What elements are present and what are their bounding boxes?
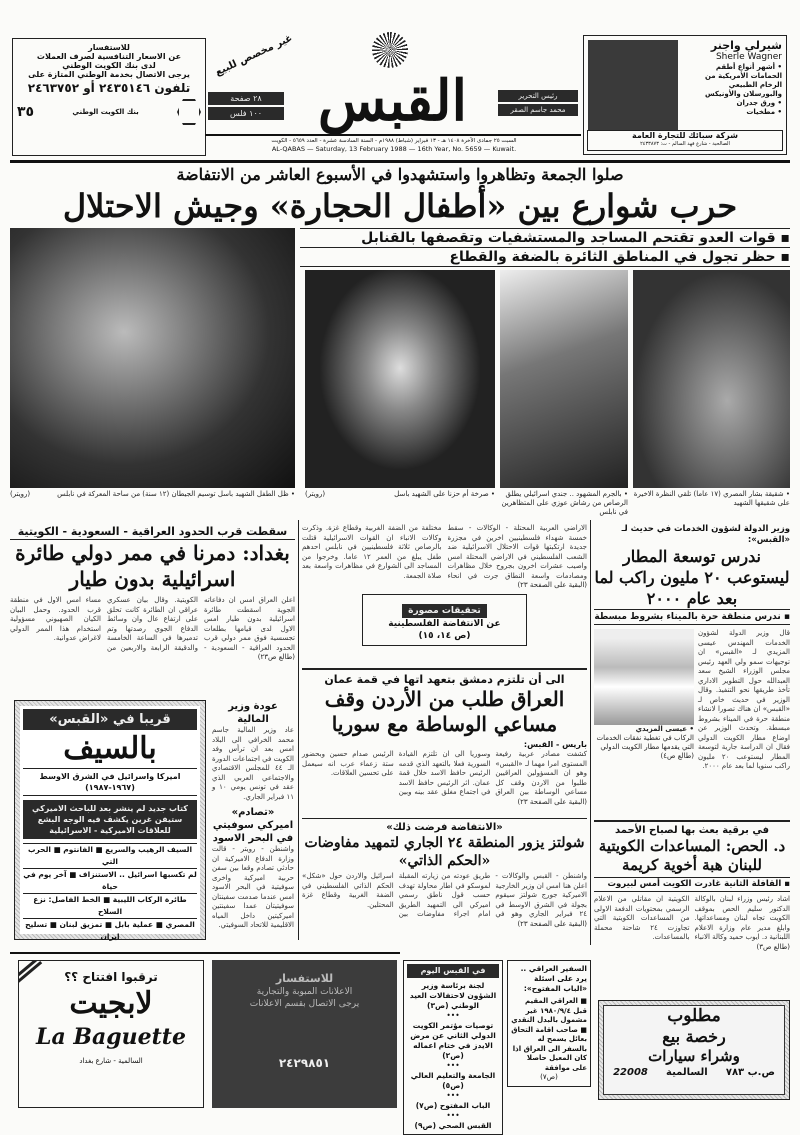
photo-caption: الركاب في تغطية نفقات الخدمات التي يقدمها مطار الكويت الدولي (596, 734, 694, 751)
bank-logo-icon (177, 99, 201, 125)
ad-photo (588, 40, 678, 130)
lead-subhead-2: ▪ حظر تجول في المناطق الثائرة بالضفة والقطاع (300, 247, 790, 266)
ad-text: الاعلانات المبوبة والتجارية (256, 987, 353, 997)
subhead-text: حظر تجول في المناطق الثائرة بالضفة والقطاع (449, 249, 776, 265)
story-headline: «تصادم» اميركي سوفيتي في البحر الاسود (212, 807, 294, 844)
story-headline: شولتز يزور المنطقة ٢٤ الجاري لتمهيد مفاوضات «الحكم الذاتي» (304, 835, 585, 869)
column-rule (590, 520, 591, 945)
ad-item: • مطخيات (746, 108, 782, 116)
editor-name: محمد جاسم الصقر (498, 104, 578, 116)
ad-la-baguette (18, 960, 204, 1108)
date-line-en: AL-QABAS — Saturday, 13 February 1988 — 16th Year, No. 5659 — Kuwait. (271, 145, 517, 153)
ad-address: السالمية - شارع بغداد (79, 1057, 143, 1065)
story-headline: عودة وزير المالية (228, 701, 278, 725)
ad-code: 22008 (613, 1067, 648, 1078)
separator: ••• (446, 1111, 460, 1120)
subhead-text: ندرس منطقة حرة بالميناء بشروط مبسطة (594, 612, 781, 622)
index-item[interactable]: توصيات مؤتمر الكويت الدولي الثاني عن مرض الايدز في ختام اعماله (ص٢) (410, 1021, 496, 1060)
story-subhead: ▪ القافلة الثانية غادرت الكويت أمس لبيروت (594, 877, 790, 892)
ad-text: عن الاسعار التنافسية لصرف العملات (36, 52, 182, 61)
photo-soldier-firing (500, 270, 628, 488)
story-headline: ندرس توسعة المطار ليستوعب ٢٠ مليون راكب لما بعد عام ٢٠٠٠ (594, 547, 790, 608)
continued-link[interactable]: (البقية على الصفحة ٢٣) (517, 797, 587, 806)
ad-phone: تلفون ٢٤٣٥١٤٦ أو ٢٤٦٣٧٥٢ (27, 81, 191, 95)
story-body: عاد وزير المالية جاسم محمد الخرافي الى البلاد امس بعد ان ترأس وفد الكويت في اجتماعات الدورة الـ ٤٤ للمجلس الاقتصادي والاجتماعي العربي الذي عقد في تونس يومي ١٠ و ١١ فبراير الجاري. (212, 726, 294, 801)
not-for-sale-stamp: غير مخصص للبيع (213, 32, 295, 79)
continued-link[interactable]: (البقية على الصفحة ٢٣) (517, 581, 587, 589)
lead-kicker: صلوا الجمعة وتظاهروا واستشهدوا في الأسبوع العاشر من الانتفاضة (176, 165, 624, 184)
story-body: الاراضي العربية المحتلة - الوكالات - سقط خمسة شهداء فلسطينيين اخرين في مجزرة جديدة ارتكبتها قوات الاحتلال الاسرائيلية ضد الشعب الفلسطيني في الاراضي المحتلة امس واصيب عشرات اخرون بجروح خلال مظاهرات ومصادمات واسعة النطاق جرت في انحاء مختلفة من الضفة الغربية وقطاع غزة. وذكرت وكالات الانباء ان القوات الاسرائيلية قتلت بالرصاص ثلاثة فلسطينيين في نابلس احدهم طفل يبلغ من العمر ١٢ عاما. وخرجوا من المساجد الى الشوارع في مظاهرات واسعة بعد صلاة الجمعة. (302, 524, 587, 580)
separator: ••• (446, 1091, 460, 1100)
story-body: واشنطن - القبس والوكالات - اعلن هنا امس ان وزير الخارجية الاميركية جورج شولتز سيقوم بجولة في الشرق الاوسط في ٢٤ فبراير الجاري وهو في طريق عودته من زيارته المقبلة لموسكو في اطار محاولة تهدف حسب قول ناطق رسمي اميركي الى التمهيد الطريق امام اجراء مفاوضات بين اسرائيل والاردن حول «شكل» الحكم الذاتي الفلسطيني في الضفة الغربية وقطاع غزة المحتلين. (302, 872, 587, 918)
lead-subhead-1: ▪ قوات العدو تقتحم المساجد والمستشفيات وتقصفها بالقنابل (361, 230, 790, 246)
dateline: باريس - القبس: (523, 740, 587, 749)
ad-car-licence (598, 1000, 790, 1100)
ad-pobox: ص.ب ٧٨٣ (725, 1067, 775, 1078)
continued-link[interactable]: (طالع ص٣) (756, 942, 790, 951)
story-kicker: وزير الدولة لشؤون الخدمات في حديث لـ «القبس»: (621, 524, 790, 545)
ad-area: السالمية (666, 1067, 708, 1078)
brand-en: La Baguette (36, 1024, 186, 1050)
ad-dark-classifieds (212, 960, 397, 1108)
ad-sherle-wagner (583, 35, 787, 155)
brand-ar: شيرلي واجنر (710, 39, 782, 52)
story-kicker: الى أن تلتزم دمشق بتعهد اتها في قمة عمان (324, 673, 565, 686)
continued-link[interactable]: (ص٧) (540, 1073, 558, 1081)
continued-link[interactable]: (البقية على الصفحة ٢٣) (517, 919, 587, 928)
story-body: واشنطن - رويتر - قالت وزارة الدفاع الاميركية ان حادثي تصادم وقعا بين سفن حربية اميركية واخرى سوفيتية في البحر الاسود امس عندما صدمت سفينتان سوفيتيتان عمدا سفينتين اميركيتين داخل المياه الاقليمية للاتحاد السوفيتي. (212, 845, 294, 929)
price-box (208, 92, 284, 128)
sun-emblem-icon (372, 32, 408, 68)
story-subhead: ▪ ندرس منطقة حرة بالميناء بشروط مبسطة (594, 609, 790, 625)
book-topics: المصري ■ عملية بابل ■ تمزيق لبنان ■ تسليح ايران (23, 918, 197, 943)
ad-item: • أشهر أنواع أطقم (715, 63, 782, 71)
editor-label: رئيس التحرير (498, 90, 578, 102)
index-item[interactable]: الجامعة والتعليم العالي (ص٥) (410, 1071, 496, 1090)
ad-phone: ٢٤٢٩٨٥١ (278, 1056, 331, 1070)
ad-item: الرخام الطبيعي (728, 81, 782, 89)
photo-report-box[interactable] (362, 594, 527, 646)
box-pages: (ص ١٤، ١٥) (418, 631, 471, 641)
ad-item: والبورسلان والأونيكس (704, 90, 782, 98)
ad-text: يرجى الاتصال بقسم الاعلانات (249, 999, 360, 1009)
continued-link[interactable]: (طالع ص٤) (660, 752, 694, 760)
ad-text: للاستفسار (275, 972, 334, 985)
index-item[interactable]: لجنة برئاسة وزير الشؤون لاحتفالات العيد الوطني (ص٣) (409, 981, 497, 1010)
company-address: الصالحية - شارع فهد السالم - ت: ٢٤٣٣٨٧٣ (640, 141, 730, 147)
book-subtitle: اميركا واسرائيل في الشرق الاوسط (١٩٦٧-١٩٨٧) (23, 768, 197, 796)
photo-caption: • بالجرم المشهود .. جندي اسرائيلي يطلق الرصاص من رشاش عوزي على المتظاهرين في نابلس (501, 490, 628, 516)
bottom-rule (10, 952, 400, 954)
story-body: قال وزير الدولة لشؤون الخدمات المهندس عيسى المزيدي لـ «القبس» ان توجيهات سمو ولي العهد رئيس مجلس الوزراء الشيخ سعد العبدالله حول التطوير الاداري تأخذ طريقها نحو التنفيذ. وقال الوزير في حديث خاص لـ «القبس» ان هناك تصورا لانشاء منطقة حرة في الميناء بشروط مبسطة. وتحدث الوزير عن اوضاع مطار الكويت الدولي فقال ان الدراسة جارية لتوسعة المطار ليستوعب ٢٠ مليون راكب سنويا لما بعد عام ٢٠٠٠. (698, 629, 790, 770)
box-title: السفير العراقي .. يرد على اسئلة «الباب المفتوح»: (520, 964, 587, 993)
story-kicker: «الانتفاضة فرضت ذلك» (386, 822, 503, 833)
story-headline: بغداد: دمرنا في ممر دولي طائرة اسرائيلية بدون طيار (15, 541, 290, 591)
index-box (403, 960, 503, 1135)
story-body: اشاد رئيس وزراء لبنان بالوكالة الدكتور سليم الحص بموقف الكويت تجاه لبنان ومساعداتها. وابلغ مدير عام وزارة الاعلام اللبنانية د. ايوب حميد وكالة الانباء الكويتية ان مقاتلي من الاعلام الرسمي بمحتويات الدفعة الاولى من المساعدات الكويتية التي تجاوزت ٢٤ شاحنة محملة بالمساعدات. (594, 895, 790, 941)
price: ١٠٠ فلس (208, 107, 284, 120)
ad-book-by-the-sword (14, 700, 206, 940)
ad-text: يرجى الاتصال بخدمة الوطني المتازة على (28, 70, 190, 79)
separator: ••• (446, 1011, 460, 1020)
masthead-rule (205, 134, 581, 136)
story-kicker: سقطت قرب الحدود العراقية - السعودية - الكويتية (10, 524, 295, 540)
ad-text: للاستفسار (88, 43, 130, 52)
masthead-logo: القبس (317, 68, 468, 134)
story-headline: د. الحص: المساعدات الكويتية للبنان هبة أخوية كريمة (598, 837, 786, 874)
index-title: في القبس اليوم (407, 964, 499, 978)
ambassador-box (507, 960, 591, 1087)
box-sub: عن الانتفاضة الفلسطينية (388, 619, 501, 629)
photo-caption: • عيسى المزيدي (635, 725, 694, 733)
photo-credit: (رويتر) (10, 490, 31, 498)
ad-text: وشراء سيارات (648, 1047, 740, 1065)
ad-national-bank (12, 38, 206, 156)
ad-item: • ورق جدران (736, 99, 782, 107)
bank-name: بنك الكويت الوطني (72, 108, 139, 116)
photo-sister-farewell (633, 270, 790, 488)
book-topics: لم تكسبها اسرائيل .. الاستنزاف ■ آخر يوم في حياة (23, 870, 197, 891)
page-count: ٢٨ صفحة (208, 92, 284, 105)
brand-ar: لابجيت (69, 986, 153, 1021)
box-item: ■ صاحب اقامة التحاق بعائل يسمح له بالسفر الى العراق اذا كان المعيل حاصلا على موافقة (511, 1025, 587, 1072)
anniversary-badge: ٣٥ (17, 104, 35, 120)
story-body: اعلن العراق امس ان دفاعاته الجوية اسقطت طائرة اسرائيلية بدون طيار امس الاول لدى قيامها بطلعات تجسسية فوق ممر دولي قرب الحدود العراقية - السعودية - الكويتية. وقال بيان عسكري عراقي ان الطائرة كانت تحلق على ارتفاع عال وان وسائط الدفاع الجوي رصدتها وتم تدميرها في الساعة الخامسة والدقيقة الرابعة والاربعين من مساء امس الاول في منطقة قرب الحدود. وحمل البيان الكيان الصهيوني مسؤولية استخدام هذا الممر الدولي لاغراض عدوانية. (10, 596, 295, 652)
index-item[interactable]: القبس الصحي (ص٩) (414, 1121, 492, 1130)
subhead-text: القافلة الثانية غادرت الكويت أمس لبيروت (607, 879, 782, 889)
story-headline: العراق طلب من الأردن وقف مساعي الوساطة مع سوريا (324, 687, 565, 736)
company-name: شركة سبائك للتجارة العامة (632, 131, 738, 140)
photo-minister (594, 629, 694, 725)
ad-soon: قريبا في «القبس» (23, 709, 197, 730)
top-rule (10, 160, 790, 163)
book-desc: كتاب جديد لم ينشر بعد للباحث الاميركي ستيفن غرين يكشف فيه الوجه البشع للعلاقات الاميركية - الاسرائيلية (23, 800, 197, 839)
editor-box (498, 90, 578, 126)
book-topics: السيف الرهيب والسريع ■ الفانتوم ■ الحرب التي (23, 843, 197, 868)
photo-caption: • ظل الطفل الشهيد باسل توسيم الجيطان (١٢ سنة) من ساحة المعركة في نابلس (57, 490, 295, 498)
photo-child-martyr (10, 228, 295, 488)
subhead-text: قوات العدو تقتحم المساجد والمستشفيات وتقصفها بالقنابل (361, 230, 776, 246)
date-line-ar: السبت ٢٥ جمادى الآخرة ١٤٠٨ هـ - ١٣ فبراير (شباط) ١٩٨٨م - السنة السادسة عشرة - العدد ٥٦٥٩ - الكويت (271, 138, 517, 144)
continued-link[interactable]: (طالع ص٢٣) (257, 653, 295, 661)
book-topics: طائرة الركاب الليبية ■ الخط الفاصل: نزع السلاح (23, 893, 197, 918)
photo-caption: • صرخة أم حزنا على الشهيد باسل (394, 490, 495, 498)
ad-teaser: ترقبوا افتتاح ؟؟ (64, 970, 158, 984)
brand-en: Sherle Wagner (715, 52, 782, 62)
box-title: تحقيقات مصورة (402, 604, 487, 618)
ad-text: رخصة بيع (662, 1027, 726, 1046)
box-item: ■ العراقي المقيم قبل ١٩٨٠/٩/٤ غير مشمول بالبدل النقدي (511, 997, 587, 1024)
photo-credit: (رويتر) (305, 490, 326, 498)
book-title: بالسيف (63, 731, 157, 766)
separator: ••• (446, 1061, 460, 1070)
index-item[interactable]: الباب المفتوح (ص٧) (415, 1101, 491, 1110)
ad-title: مطلوب (667, 1006, 721, 1026)
photo-caption: • شقيقة بشار المصري (١٧ عاما) تلقي النظرة الاخيرة على شقيقها الشهيد (633, 490, 790, 507)
ad-text: لدى بنك الكويت الوطني (62, 61, 156, 70)
column-rule (298, 520, 299, 940)
lead-headline: حرب شوارع بين «أطفال الحجارة» وجيش الاحتلال (62, 187, 738, 225)
photo-screaming-mother (305, 270, 495, 488)
story-kicker: في برقية بعث بها لصباح الأحمد (614, 825, 770, 836)
story-body: كشفت مصادر عربية رفيعة المستوى امرا مهما لـ «القبس» وهو ان المسؤولين العراقيين طلبوا من الاردن وقف كل مساعي الوساطة بين العراق وسوريا الى ان تلتزم القيادة السورية فعلا بالتعهد الذي قدمه الرئيس حافظ الاسد خلال قمة عمان. اثر الرئيس حافظ الاسد في اجتماع مغلق عقد بينه وبين الرئيس صدام حسين وبحضور ستة زعماء عرب انه سيعمل على تحسين العلاقات. (302, 750, 587, 796)
ad-item: الحمامات الأمريكية من (705, 72, 782, 80)
